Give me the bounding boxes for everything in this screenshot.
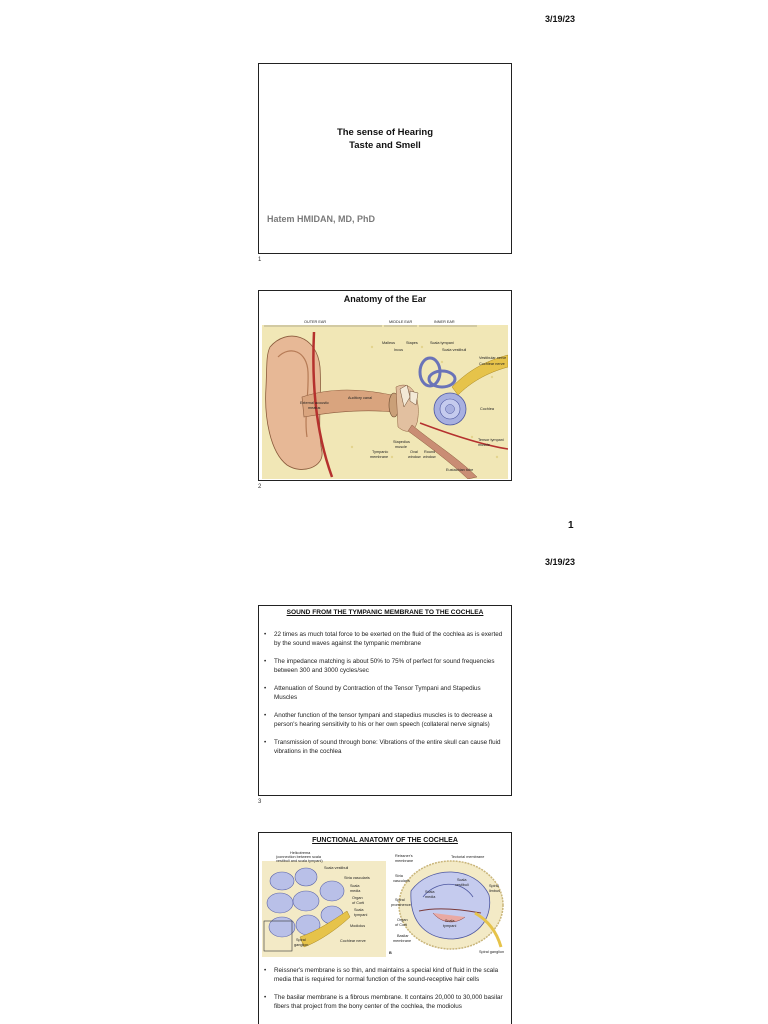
label-tympanic-2: membrane xyxy=(370,455,389,459)
left-label-scala-vestibuli: Scala vestibuli xyxy=(324,866,349,870)
page1-date: 3/19/23 xyxy=(545,14,576,24)
slide-3-bullet: • Transmission of sound through bone: Vibrations of the entire skull can cause fluid vibrations in the cochlea xyxy=(264,738,503,756)
right-label-scala-tympani-2: tympani xyxy=(443,924,457,928)
right-label-spiral-ganglion: Spiral ganglion xyxy=(479,950,505,954)
slide-3-title: SOUND FROM THE TYMPANIC MEMBRANE TO THE COCHLEA xyxy=(286,609,484,616)
cochlea-cutaway-illustration xyxy=(262,851,386,957)
label-tympanic-1: Tympanic xyxy=(372,450,389,454)
left-label-spiral-ganglion-1: Spiral xyxy=(296,938,306,942)
left-label-helicotrema: Helicotrema xyxy=(290,851,311,855)
right-label-basilar-1: Basilar xyxy=(397,934,409,938)
label-scala-vestibuli: Scala vestibuli xyxy=(442,348,467,352)
slide-1-title-line-2: Taste and Smell xyxy=(349,140,421,151)
right-label-basilar-2: membrane xyxy=(393,939,412,943)
slide-3-bullet: • Attenuation of Sound by Contraction of the Tensor Tympani and Stapedius Muscles xyxy=(264,684,503,702)
section-middle-ear: MIDDLE EAR xyxy=(389,320,413,324)
slide-4-title: FUNCTIONAL ANATOMY OF THE COCHLEA xyxy=(312,837,458,844)
label-cochlea: Cochlea xyxy=(480,407,494,411)
slide-3-bullet: • The impedance matching is about 50% to 75% of perfect for sound frequencies between 300 and 3000 cycles/sec xyxy=(264,657,503,675)
label-scala-tympani: Scala tympani xyxy=(430,341,454,345)
right-label-stria-2: vascularis xyxy=(393,879,410,883)
label-incus: Incus xyxy=(394,348,404,352)
slide-3-bullet: • 22 times as much total force to be exerted on the fluid of the cochlea as is exerted by the sound waves against the tympanic membrane xyxy=(264,630,503,648)
slide-1-title xyxy=(258,63,512,254)
left-label-stria-vascularis: Stria vascularis xyxy=(344,876,370,880)
right-label-reissner-2: membrane xyxy=(395,859,414,863)
slide-1-number: 1 xyxy=(258,257,262,263)
left-label-scala-tympani-2: tympani xyxy=(354,913,368,917)
left-label-scala-media-2: media xyxy=(350,889,361,893)
label-malleus: Malleus xyxy=(382,341,396,345)
label-eustachian-tube: Eustachian tube xyxy=(446,468,474,472)
left-label-organ-corti-2: of Corti xyxy=(352,901,365,905)
left-label-scala-media-1: Scala xyxy=(350,884,360,888)
section-outer-ear: OUTER EAR xyxy=(304,320,327,324)
right-label-tectorial: Tectorial membrane xyxy=(451,855,485,859)
slide-4-bullet: • Reissner's membrane is so thin, and maintains a special kind of fluid in the scala media that is required for normal function of the sound-receptive hair cells xyxy=(264,966,503,984)
left-label-spiral-ganglion-2: ganglion xyxy=(294,943,309,947)
label-round-2: window xyxy=(423,455,436,459)
right-label-organ-corti-1: Organ xyxy=(397,918,408,922)
right-label-organ-corti-2: of Corti xyxy=(395,923,408,927)
left-label-modiolus: Modiolus xyxy=(350,924,366,928)
slide-4-bullet-list xyxy=(264,966,503,1020)
label-external-meatus-1: External acoustic xyxy=(300,401,329,405)
right-label-scala-vestibuli-1: Scala xyxy=(457,878,467,882)
section-inner-ear: INNER EAR xyxy=(434,320,455,324)
page2-date: 3/19/23 xyxy=(545,557,576,567)
slide-3-number: 3 xyxy=(258,799,262,805)
cochlea-cross-section-illustration xyxy=(389,851,509,957)
right-label-scala-vestibuli-2: vestibuli xyxy=(455,883,469,887)
right-label-spiral-limbus-1: Spiral xyxy=(489,884,499,888)
slide-1-author: Hatem HMIDAN, MD, PhD xyxy=(267,214,376,224)
right-label-reissner-1: Reissner's xyxy=(395,854,413,858)
slide-2-number: 2 xyxy=(258,484,262,490)
right-label-spiral-prominence-1: Spiral xyxy=(395,898,405,902)
right-label-spiral-prominence-2: prominence xyxy=(391,903,411,907)
left-label-scala-tympani-1: Scala xyxy=(354,908,364,912)
left-label-helicotrema-3: vestibuli and scala tympani) xyxy=(276,859,323,863)
left-label-organ-corti-1: Organ xyxy=(352,896,363,900)
right-label-scala-tympani-1: Scala xyxy=(445,919,455,923)
label-tensor-1: Tensor tympani xyxy=(478,438,504,442)
slide-1-title-line-1: The sense of Hearing xyxy=(336,127,434,138)
slide-4-cochlea-anatomy xyxy=(258,832,512,1024)
label-external-meatus-2: meatus xyxy=(308,406,321,410)
right-label-scala-media-2: media xyxy=(425,895,436,899)
left-label-helicotrema-2: (connection between scala xyxy=(276,855,321,859)
slide-3-bullet: • Another function of the tensor tympani and stapedius muscles is to decrease a person's hearing sensitivity to his or her own speech (collateral nerve signals) xyxy=(264,711,503,729)
slide-3-sound-transmission xyxy=(258,605,512,796)
left-label-cochlear-nerve: Cochlear nerve xyxy=(340,939,366,943)
label-vestibular-nerve: Vestibular nerve xyxy=(479,356,507,360)
label-stapedius-1: Stapedius xyxy=(393,440,410,444)
label-oval-1: Oval xyxy=(410,450,418,454)
label-auditory-canal: Auditory canal xyxy=(348,396,373,400)
label-stapes: Stapes xyxy=(406,341,418,345)
label-cochlear-nerve: Cochlear nerve xyxy=(479,362,505,366)
slide-2-title: Anatomy of the Ear xyxy=(343,294,427,304)
right-label-stria-1: Stria xyxy=(395,874,403,878)
right-panel-letter: B xyxy=(389,951,392,955)
label-oval-2: window xyxy=(408,455,421,459)
label-tensor-2: muscle xyxy=(478,443,491,447)
right-label-spiral-limbus-2: limbus xyxy=(489,889,500,893)
page-number: 1 xyxy=(568,520,574,531)
label-stapedius-2: muscle xyxy=(395,445,408,449)
label-round-1: Round xyxy=(424,450,436,454)
slide-2-ear-anatomy xyxy=(258,290,512,481)
slide-4-bullet: • The basilar membrane is a fibrous membrane. It contains 20,000 to 30,000 basilar fibers that project from the bony center of the cochlea, the modiolus xyxy=(264,993,503,1011)
slide-3-bullet-list xyxy=(264,630,503,765)
right-label-scala-media-1: Scala xyxy=(425,890,435,894)
ear-anatomy-illustration xyxy=(262,317,508,479)
